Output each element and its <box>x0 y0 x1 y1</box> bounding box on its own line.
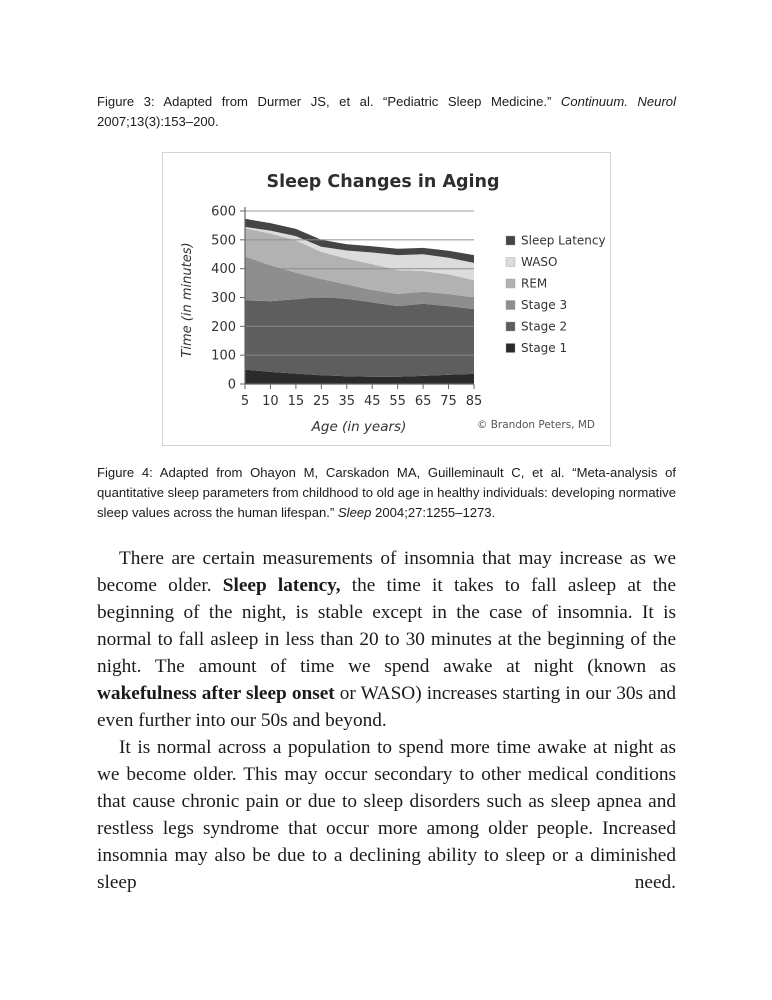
legend-label: Stage 3 <box>521 298 568 312</box>
legend-label: REM <box>521 276 548 291</box>
x-tick-label: 75 <box>440 394 457 409</box>
area-stage-2 <box>245 297 474 377</box>
x-tick-label: 85 <box>465 394 483 409</box>
legend-swatch <box>506 236 515 245</box>
x-tick-label: 5 <box>240 394 250 409</box>
figure-4-caption-text: Figure 4: Adapted from Ohayon M, Carskadon MA, Guilleminault C, et al. “Meta-analysis of quantitative sleep parameters from childhood to old age in healthy individuals: developing normative sleep values across the human lifespan.” <box>97 465 676 520</box>
figure-3-caption-citation: 2007;13(3):153–200. <box>97 114 219 129</box>
chart-areas <box>245 219 474 384</box>
figure-4-caption-journal: Sleep <box>337 505 372 520</box>
x-tick-label: 35 <box>338 394 356 409</box>
paragraph-1-text-b: the time it takes to fall asleep at the beginning of the night, is stable except in the case of insomnia. It is normal to fall asleep in less than 20 to 30 minutes at the beginning of the night. The amount of time we spend awake at night (known as <box>97 575 676 677</box>
legend-item-waso <box>506 255 557 269</box>
x-tick-label: 15 <box>287 394 305 409</box>
x-tick-label: 10 <box>262 394 279 409</box>
legend-swatch <box>506 322 515 331</box>
figure-3-caption <box>97 92 676 132</box>
figure-3-caption-journal: Continuum. Neurol <box>560 94 676 109</box>
chart-title: Sleep Changes in Aging <box>266 172 500 192</box>
sleep-chart <box>163 153 612 447</box>
legend-item-sleep-latency <box>506 234 606 248</box>
chart-credit: © Brandon Peters, MD <box>476 419 595 431</box>
x-tick-label: 45 <box>363 394 381 409</box>
y-tick-label: 400 <box>211 262 236 278</box>
term-wakefulness-after-sleep-onset: wakefulness after sleep onset <box>97 683 335 704</box>
legend-item-stage-1 <box>506 341 567 355</box>
legend-swatch <box>506 344 515 353</box>
y-tick-label: 200 <box>211 319 236 335</box>
y-axis-label: Time (in minutes) <box>180 242 195 358</box>
y-axis-ticks <box>211 205 245 393</box>
y-tick-label: 100 <box>211 348 236 364</box>
figure-3-caption-text: Figure 3: Adapted from Durmer JS, et al. “Pediatric Sleep Medicine.” <box>97 94 561 109</box>
legend-label: Sleep Latency <box>521 233 606 248</box>
term-sleep-latency: Sleep latency, <box>222 575 341 596</box>
legend-label: Stage 2 <box>521 319 568 334</box>
x-axis-label: Age (in years) <box>311 419 407 435</box>
body-paragraph-1 <box>97 545 676 734</box>
legend-item-rem <box>506 277 547 291</box>
legend-item-stage-2 <box>506 320 567 334</box>
y-tick-label: 300 <box>211 291 236 306</box>
legend-label: Stage 1 <box>521 341 568 355</box>
legend-swatch <box>506 301 515 310</box>
y-tick-label: 600 <box>211 204 236 220</box>
x-tick-label: 25 <box>313 394 330 409</box>
paragraph-1-text-c: or WASO) increases starting in our 30s and even further into our 50s and beyond. <box>97 683 676 731</box>
figure-4-caption-citation: 2004;27:1255–1273. <box>371 505 496 520</box>
x-tick-label: 55 <box>389 394 406 409</box>
y-tick-label: 500 <box>211 233 236 249</box>
figure-4-caption <box>97 463 676 523</box>
body-paragraph-2: It is normal across a population to spend more time awake at night as we become older. This may occur secondary to other medical conditions that cause chronic pain or due to sleep disorders such as sleep apnea and restless legs syndrome that occur more among older people. Increased insomnia may also be due to a declining ability to sleep or a diminished sleep need. <box>97 737 676 893</box>
legend-swatch <box>506 279 515 288</box>
legend-label: WASO <box>521 255 558 269</box>
x-tick-label: 65 <box>414 394 432 409</box>
legend-swatch <box>506 258 515 267</box>
sleep-chart-figure <box>162 152 611 446</box>
paragraph-1-text-a: There are certain measurements of insomnia that may increase as we become older. <box>97 548 676 596</box>
x-axis-ticks <box>241 384 482 409</box>
chart-legend <box>506 234 606 356</box>
legend-item-stage-3 <box>506 298 567 312</box>
y-tick-label: 0 <box>227 377 236 393</box>
